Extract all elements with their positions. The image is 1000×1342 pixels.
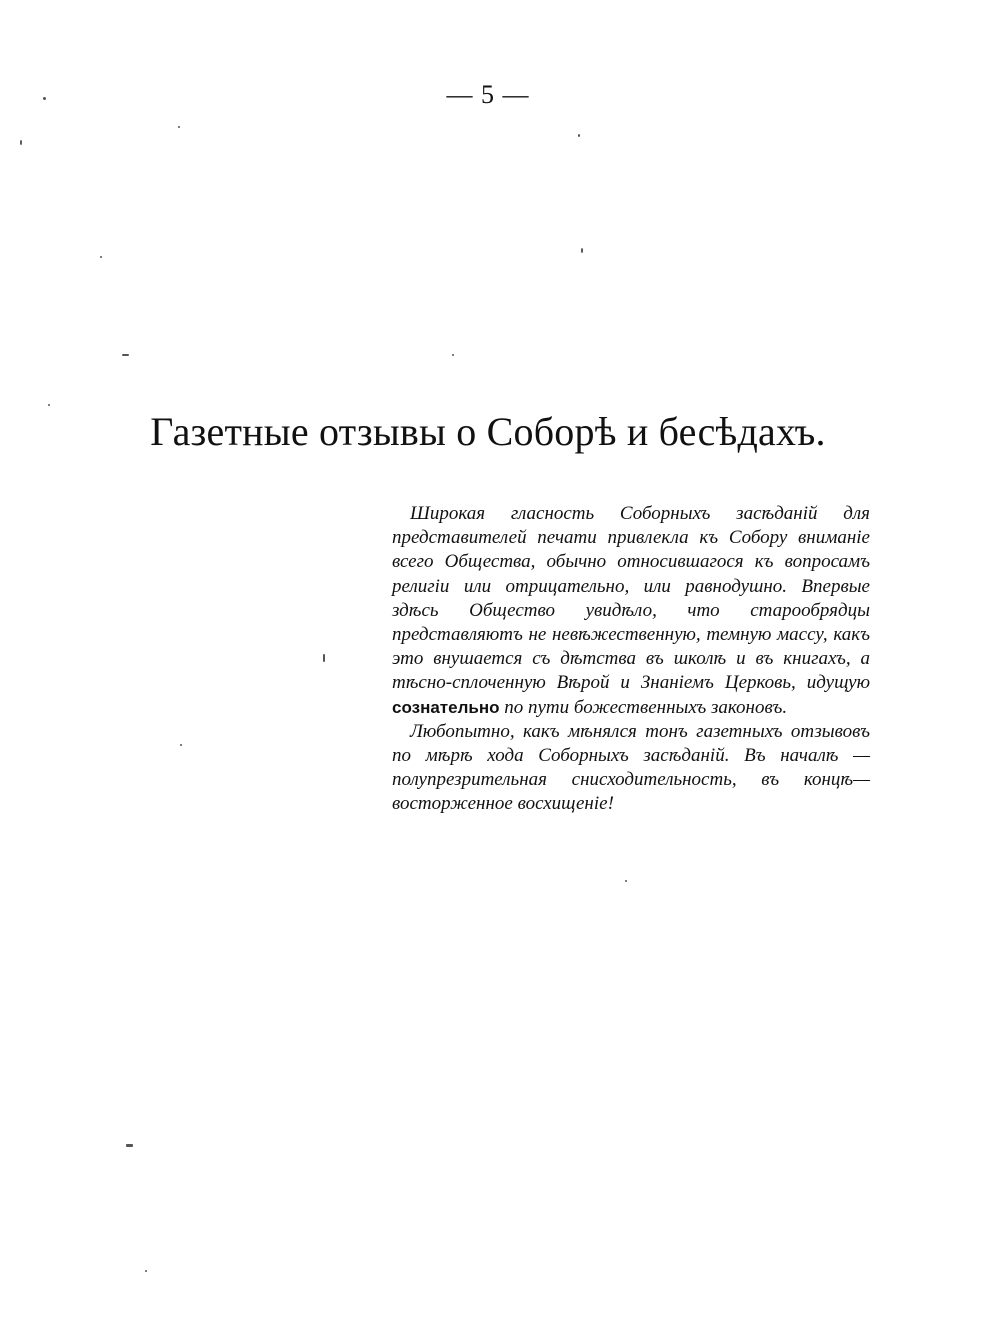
scan-speck — [578, 134, 580, 137]
page-number: — 5 — — [446, 80, 530, 109]
scan-speck — [180, 744, 182, 746]
scan-speck — [43, 97, 46, 100]
scan-speck — [122, 354, 129, 356]
epigraph-paragraph-2: Любопытно, какъ мѣнялся тонъ газетныхъ отзывовъ по мѣрѣ хода Соборныхъ засѣданій. Въ началѣ — полупрезрительная снисходительность, въ концѣ—восторженное восхищеніе! — [392, 720, 870, 815]
scan-speck — [48, 404, 50, 406]
scan-speck — [126, 1144, 133, 1147]
epigraph-emphasis: сознательно — [392, 697, 500, 717]
scan-speck — [625, 880, 627, 882]
scan-speck — [20, 140, 22, 145]
scan-speck — [323, 654, 325, 662]
scan-speck — [100, 256, 102, 258]
scan-speck — [581, 248, 583, 253]
epigraph-paragraph-1 — [392, 502, 870, 720]
epigraph-p1-start: Широкая гласность Соборныхъ засѣданій для представителей печати привлекла къ Собору вниманіе всего Общества, обычно относившагося къ вопросамъ религіи или отрицательно, или равнодушно. Впервые здѣсь Общество увидѣло, что старообрядцы представляютъ не невѣжественную, темную массу, какъ это внушается съ дѣтства въ школѣ и въ книгахъ, а тѣсно-сплоченную Вѣрой и Знаніемъ Церковь, идущую — [392, 503, 870, 694]
scan-speck — [452, 354, 454, 356]
scan-speck — [178, 126, 180, 128]
scan-speck — [145, 1270, 147, 1272]
epigraph — [392, 502, 870, 817]
page-title: Газетные отзывы о Соборѣ и бесѣдахъ. — [150, 409, 826, 454]
epigraph-p1-end: по пути божественныхъ законовъ. — [499, 696, 788, 718]
